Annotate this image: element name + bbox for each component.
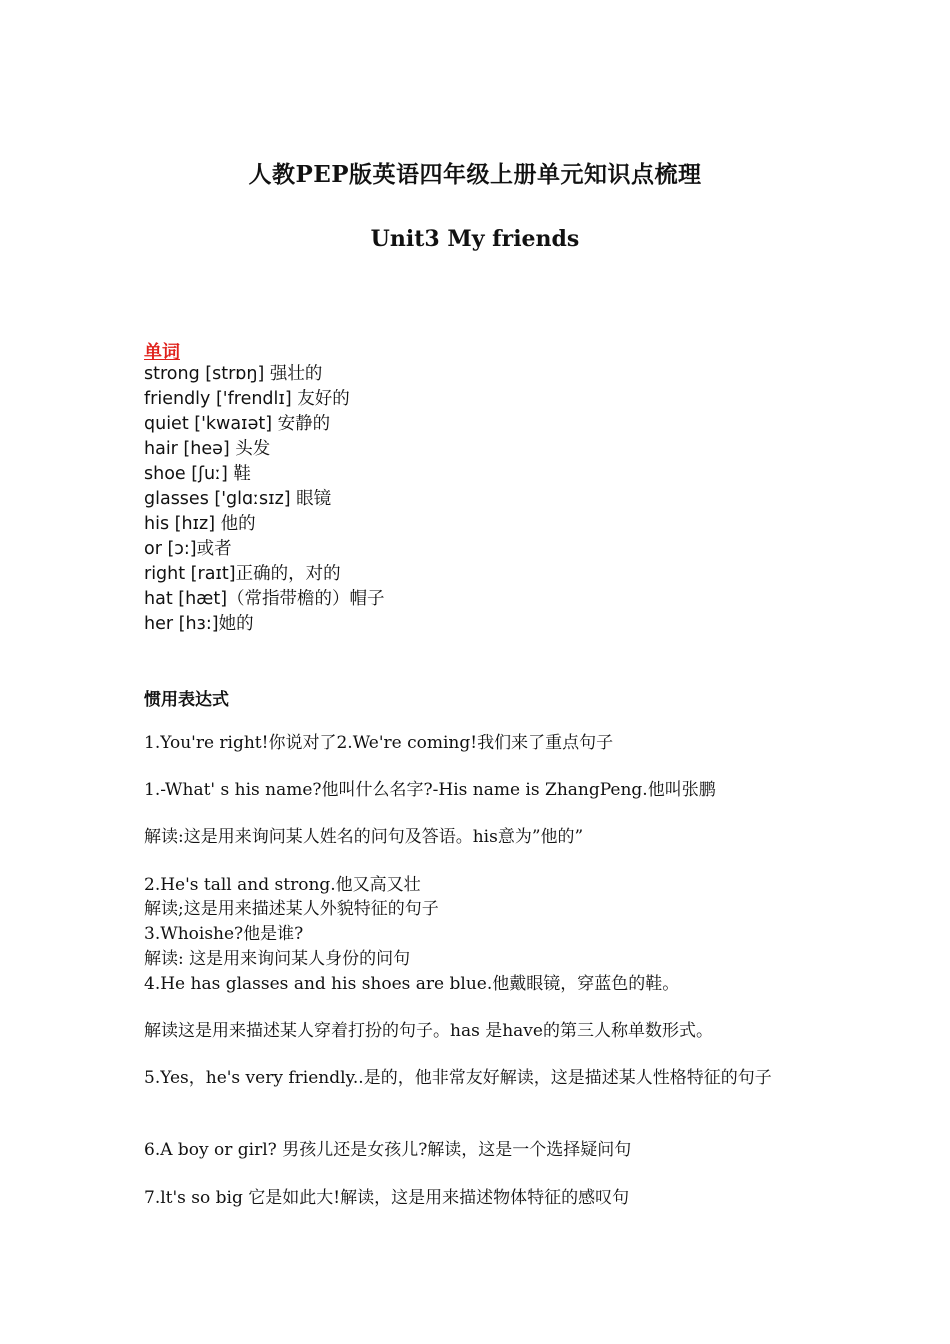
vocab-item: his [hɪz] 他的 [144,514,256,534]
vocab-item: strong [strɒŋ] 强壮的 [144,364,323,384]
explanation-line: 解读: 这是用来询问某人身份的问句 [144,949,411,969]
vocab-item: shoe [ʃuː] 鞋 [144,464,251,484]
vocab-item: hair [heə] 头发 [144,439,271,459]
expressions-heading: 惯用表达式 [144,690,229,710]
vocab-item: hat [hæt]（常指带檐的）帽子 [144,589,385,609]
key-sentence-line: 4.He has glasses and his shoes are blue.他戴眼镜，穿蓝色的鞋。 [144,974,680,994]
key-sentence-line: 2.He's tall and strong.他又高又壮 [144,875,421,895]
document-title: 人教PEP版英语四年级上册单元知识点梳理 [248,161,702,188]
key-sentence-line: 5.Yes，he's very friendly..是的，他非常友好解读，这是描述某人性格特征的句子 [144,1068,772,1088]
key-sentence-line: 3.Whoishe?他是谁? [144,924,304,944]
vocab-item: glasses ['glɑːsɪz] 眼镜 [144,489,332,509]
explanation-line: 解读:这是用来询问某人姓名的问句及答语。his意为”他的” [144,827,584,847]
key-sentence-line: 1.-What' s his name?他叫什么名字?-His name is ZhangPeng.他叫张鹏 [144,780,716,800]
explanation-line: 解读这是用来描述某人穿着打扮的句子。has 是have的第三人称单数形式。 [144,1021,713,1041]
explanation-line: 解读;这是用来描述某人外貌特征的句子 [144,899,439,919]
key-sentence-line: 6.A boy or girl? 男孩儿还是女孩儿?解读，这是一个选择疑问句 [144,1140,632,1160]
vocab-heading: 单词 [144,342,180,363]
vocab-item: quiet ['kwaɪət] 安静的 [144,414,331,434]
vocab-item: friendly ['frendlɪ] 友好的 [144,389,350,409]
expression-line: 1.You're right!你说对了2.We're coming!我们来了重点句子 [144,733,614,753]
key-sentence-line: 7.lt's so big 它是如此大!解读，这是用来描述物体特征的感叹句 [144,1188,630,1208]
vocab-item: right [raɪt]正确的，对的 [144,564,341,584]
vocab-item: her [hɜ:]她的 [144,614,254,634]
vocab-list [144,362,385,637]
unit-title: Unit3 My friends [370,226,580,252]
vocab-item: or [ɔ:]或者 [144,539,232,559]
